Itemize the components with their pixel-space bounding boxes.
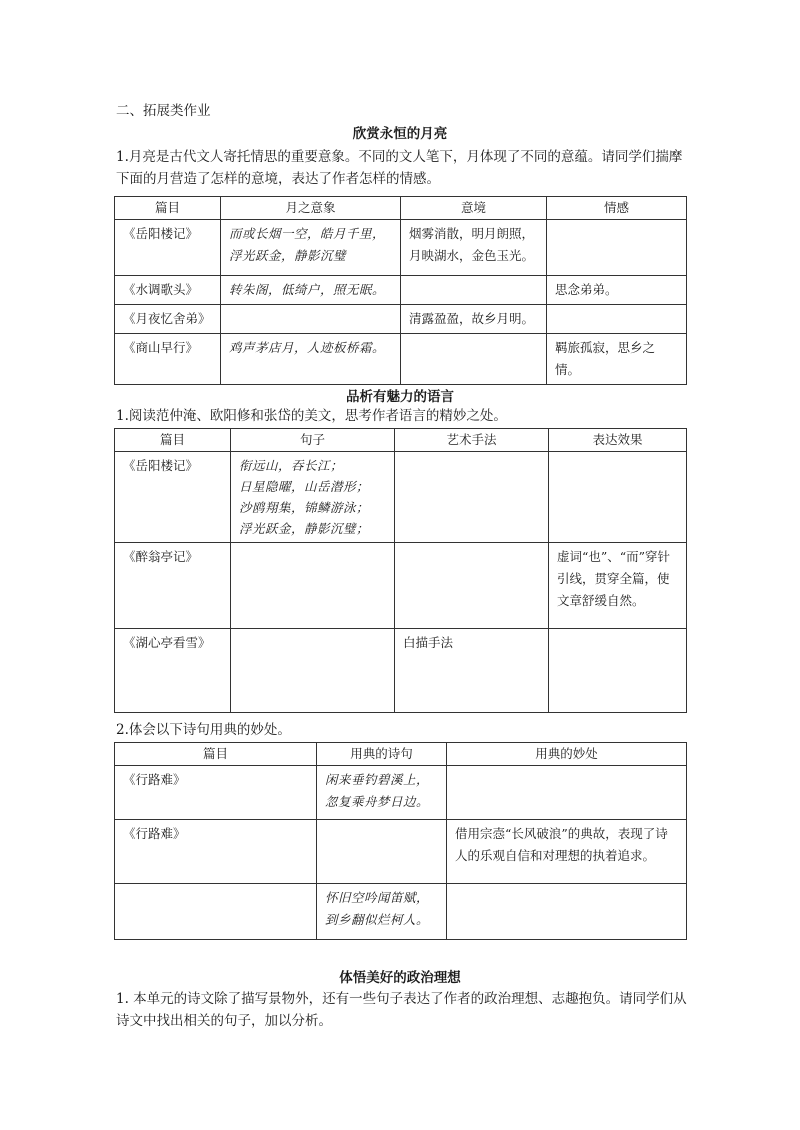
header-cell: 情感: [547, 197, 687, 220]
title-cell: 《醉翁亭记》: [115, 543, 231, 629]
header-cell: 篇目: [115, 429, 231, 452]
table-row: [115, 305, 687, 334]
title-cell: 《商山早行》: [115, 334, 221, 385]
intro-politics: 1. 本单元的诗文除了描写景物外，还有一些句子表达了作者的政治理想、志趣抱负。请同学们从诗文中找出相关的句子，加以分析。: [116, 991, 687, 1029]
header-cell: 月之意象: [221, 197, 401, 220]
header-cell: 表达效果: [549, 429, 687, 452]
header-cell: 意境: [401, 197, 547, 220]
emotion-cell: [547, 305, 687, 334]
table-row: [115, 334, 687, 385]
header-cell: 用典的诗句: [317, 743, 447, 766]
title-cell: 《岳阳楼记》: [115, 220, 221, 276]
title-cell: 《行路难》: [115, 766, 317, 820]
intro-moon: 1.月亮是古代文人寄托情思的重要意象。不同的文人笔下，月体现了不同的意蕴。请同学们揣摩下面的月营造了怎样的意境，表达了作者怎样的情感。: [116, 149, 683, 187]
verse-cell: 怀旧空吟闻笛赋， 到乡翻似烂柯人。: [317, 884, 447, 940]
effect-cell: [549, 629, 687, 713]
imagery-cell: 鸡声茅店月，人迹板桥霜。: [221, 334, 401, 385]
title-cell: [115, 884, 317, 940]
table-row: [115, 820, 687, 884]
effect-cell: 虚词“也”、“而”穿针引线，贯穿全篇，使文章舒缓自然。: [549, 543, 687, 629]
intro-allusion: 2.体会以下诗句用典的妙处。: [116, 722, 291, 738]
title-cell: 《湖心亭看雪》: [115, 629, 231, 713]
table-row: [115, 543, 687, 629]
imagery-cell: [221, 305, 401, 334]
title-cell: 《岳阳楼记》: [115, 452, 231, 543]
language-table: [114, 428, 687, 713]
title-cell: 《行路难》: [115, 820, 317, 884]
title-cell: 《月夜忆舍弟》: [115, 305, 221, 334]
heading-politics: 体悟美好的政治理想: [339, 970, 461, 986]
wonder-cell: [447, 884, 687, 940]
allusion-table: [114, 742, 687, 940]
intro-language: 1.阅读范仲淹、欧阳修和张岱的美文，思考作者语言的精妙之处。: [116, 408, 507, 424]
header-cell: 用典的妙处: [447, 743, 687, 766]
emotion-cell: 思念弟弟。: [547, 276, 687, 305]
imagery-cell: 而或长烟一空，皓月千里，浮光跃金，静影沉璧: [221, 220, 401, 276]
sentence-cell: [231, 629, 395, 713]
heading-language: 品析有魅力的语言: [346, 389, 454, 405]
moon-table: [114, 196, 687, 385]
table-header-row: [115, 743, 687, 766]
title-cell: 《水调歌头》: [115, 276, 221, 305]
verse-cell: [317, 820, 447, 884]
table-row: [115, 629, 687, 713]
table-header-row: [115, 429, 687, 452]
heading-moon: 欣赏永恒的月亮: [352, 126, 448, 142]
wonder-cell: [447, 766, 687, 820]
table-row: [115, 766, 687, 820]
mood-cell: [401, 334, 547, 385]
effect-cell: [549, 452, 687, 543]
header-cell: 篇目: [115, 743, 317, 766]
table-row: [115, 884, 687, 940]
imagery-cell: 转朱阁，低绮户，照无眠。: [221, 276, 401, 305]
table-header-row: [115, 197, 687, 220]
mood-cell: 烟雾消散，明月朗照，月映湖水，金色玉光。: [401, 220, 547, 276]
table-row: [115, 452, 687, 543]
mood-cell: 清露盈盈，故乡月明。: [401, 305, 547, 334]
table-row: [115, 276, 687, 305]
technique-cell: [395, 452, 549, 543]
sentence-cell: [231, 543, 395, 629]
table-row: [115, 220, 687, 276]
verse-cell: 闲来垂钓碧溪上， 忽复乘舟梦日边。: [317, 766, 447, 820]
header-cell: 篇目: [115, 197, 221, 220]
mood-cell: [401, 276, 547, 305]
emotion-cell: [547, 220, 687, 276]
technique-cell: 白描手法: [395, 629, 549, 713]
section-label: 二、拓展类作业: [116, 103, 211, 119]
emotion-cell: 羁旅孤寂，思乡之情。: [547, 334, 687, 385]
header-cell: 句子: [231, 429, 395, 452]
wonder-cell: 借用宗悫“长风破浪”的典故，表现了诗人的乐观自信和对理想的执着追求。: [447, 820, 687, 884]
technique-cell: [395, 543, 549, 629]
header-cell: 艺术手法: [395, 429, 549, 452]
sentence-cell: 衔远山，吞长江； 日星隐曜，山岳潜形； 沙鸥翔集，锦鳞游泳； 浮光跃金，静影沉璧；: [231, 452, 395, 543]
